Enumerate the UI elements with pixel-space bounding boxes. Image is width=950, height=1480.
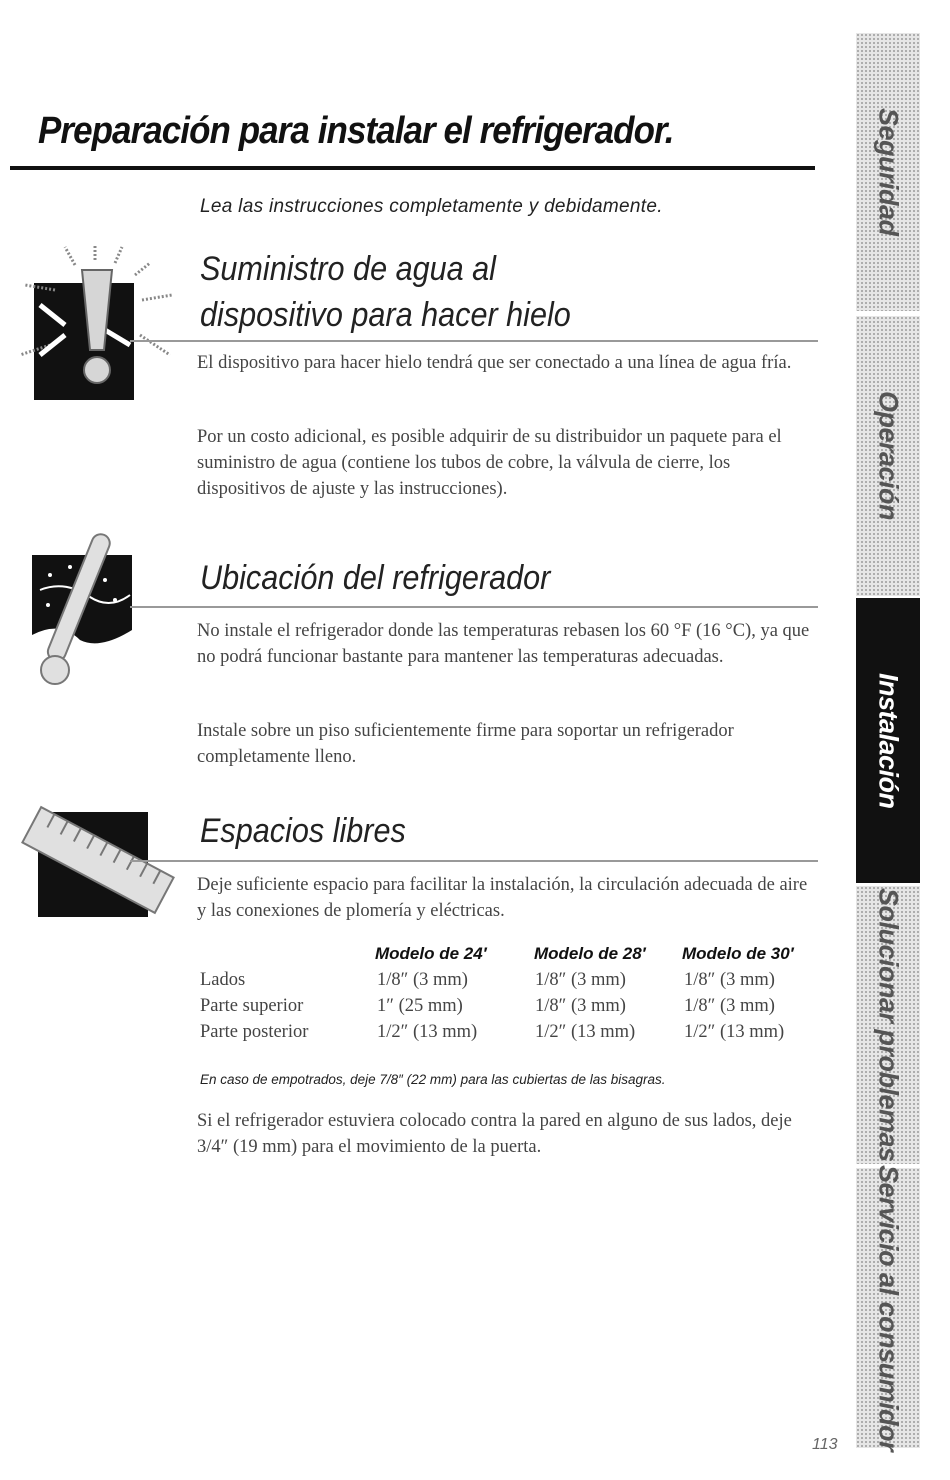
section-rule [130,340,818,342]
warning-exclamation-icon [20,245,180,400]
side-tab-operacion[interactable] [856,316,920,596]
section-rule [130,606,818,608]
table-cell: 1/8″ (3 mm) [535,996,626,1016]
page-subtitle: Lea las instrucciones completamente y debidamente. [200,196,663,217]
side-tab-solucionar-problemas[interactable] [856,886,920,1164]
table-cell: 1/8″ (3 mm) [684,996,775,1016]
side-tab-label: Operación [873,391,904,521]
side-tab-label: Servicio al consumidor [873,1164,904,1452]
section-heading-clearances: Espacios libres [200,812,406,850]
table-header: Modelo de 24′ [375,944,487,963]
table-cell: 1/2″ (13 mm) [535,1022,636,1042]
side-tab-label: Seguridad [873,108,904,236]
row-label: Parte superior [200,996,304,1016]
table-header: Modelo de 28′ [534,944,646,963]
side-tab-label: Solucionar problemas [873,888,904,1162]
side-tab-seguridad[interactable] [856,33,920,311]
table-header: Modelo de 30′ [682,944,794,963]
table-cell: 1″ (25 mm) [377,996,463,1016]
section-paragraph: Deje suficiente espacio para facilitar la instalación, la circulación adecuada de aire y las conexiones de plomería y eléctricas. [197,875,808,921]
hinge-note: En caso de empotrados, deje 7/8″ (22 mm) para las cubiertas de las bisagras. [200,1072,666,1087]
section-heading-location: Ubicación del refrigerador [200,559,551,597]
closing-paragraph: Si el refrigerador estuviera colocado contra la pared en alguno de sus lados, deje 3/4″ (19 mm) para el movimiento de la puerta. [197,1111,792,1157]
table-row [197,970,822,996]
section-heading-water-supply: Suministro de agua al dispositivo para hacer hielo [200,250,571,334]
row-label: Lados [200,970,246,990]
page-title: Preparación para instalar el refrigerador. [38,110,674,152]
side-tab-servicio-al-consumidor[interactable] [856,1164,920,1452]
side-tab-instalacion[interactable] [856,598,920,883]
section-paragraph: No instale el refrigerador donde las temperaturas rebasen los 60 °F (16 °C), ya que no podrá funcionar bastante para mantener las temperaturas adecuadas. [197,621,810,667]
table-row [197,1022,822,1048]
section-rule [130,860,818,862]
ruler-icon [18,800,178,925]
title-rule [10,166,815,170]
section-paragraph: El dispositivo para hacer hielo tendrá que ser conectado a una línea de agua fría. [197,353,792,373]
table-cell: 1/8″ (3 mm) [377,970,468,990]
section-paragraph: Por un costo adicional, es posible adquirir de su distribuidor un paquete para el suministro de agua (contiene los tubos de cobre, la válvula de cierre, los dispositivos de ajuste y las instrucciones). [197,427,782,499]
table-cell: 1/2″ (13 mm) [684,1022,785,1042]
side-tab-label: Instalación [873,672,904,809]
section-paragraph: Instale sobre un piso suficientemente firme para soportar un refrigerador completamente lleno. [197,721,734,767]
row-label: Parte posterior [200,1022,309,1042]
table-row [197,996,822,1022]
page-number: 113 [812,1436,838,1453]
table-cell: 1/8″ (3 mm) [535,970,626,990]
table-cell: 1/8″ (3 mm) [684,970,775,990]
table-cell: 1/2″ (13 mm) [377,1022,478,1042]
